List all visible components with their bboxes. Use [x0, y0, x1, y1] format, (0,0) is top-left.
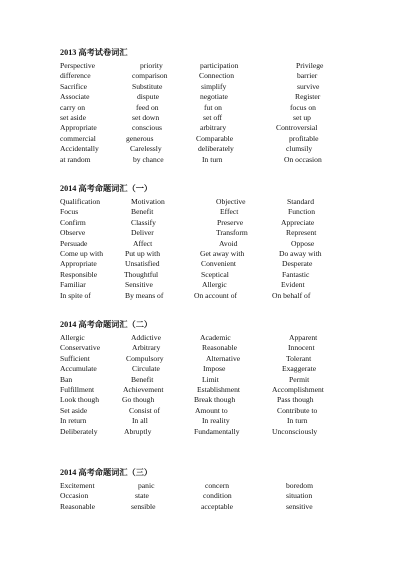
- vocab-word: arbitrary: [200, 123, 227, 133]
- vocab-row: [60, 416, 360, 426]
- vocab-row: [60, 481, 360, 491]
- vocab-word: Alternative: [206, 353, 241, 363]
- vocab-word: In return: [60, 416, 87, 426]
- vocab-word: set up: [293, 112, 311, 122]
- vocab-word: Benefit: [131, 374, 154, 384]
- vocab-word: Put up with: [125, 248, 161, 258]
- vocab-word: Qualification: [60, 197, 101, 206]
- section-title: 2014 高考命题词汇（三）: [60, 468, 153, 477]
- vocab-word: boredom: [286, 481, 313, 490]
- vocab-word: Consist of: [129, 405, 161, 415]
- vocab-row: [60, 71, 360, 81]
- vocab-row: [60, 491, 360, 501]
- vocab-row: [60, 82, 360, 92]
- vocab-row: [60, 144, 360, 154]
- vocab-word: difference: [60, 71, 91, 81]
- vocab-word: Exaggerate: [282, 364, 317, 374]
- vocab-word: Tolerant: [286, 353, 312, 363]
- vocab-word: profitable: [289, 133, 319, 143]
- vocab-word: Connection: [199, 71, 235, 81]
- vocab-row: [60, 354, 360, 364]
- vocab-row: [60, 155, 360, 165]
- vocab-word: On behalf of: [272, 290, 311, 300]
- vocab-row: [60, 239, 360, 249]
- vocab-word: Contribute to: [277, 405, 318, 415]
- vocab-word: Function: [288, 207, 316, 217]
- vocab-word: Represent: [286, 228, 317, 238]
- vocab-section-2014-2: [60, 319, 360, 437]
- vocab-row: [60, 343, 360, 353]
- vocab-word: Confirm: [60, 217, 86, 227]
- vocab-word: In all: [132, 416, 148, 426]
- vocab-row: [60, 395, 360, 405]
- vocab-word: Addictive: [131, 333, 161, 342]
- vocab-word: Permit: [289, 374, 310, 384]
- vocab-word: Allergic: [60, 333, 85, 342]
- vocab-word: Fantastic: [282, 269, 310, 279]
- vocab-word: Responsible: [60, 269, 98, 279]
- vocab-word: Substitute: [132, 81, 163, 91]
- vocab-word: at random: [60, 154, 91, 164]
- section-title: 2013 高考试卷词汇: [60, 48, 128, 57]
- vocab-row: [60, 249, 360, 259]
- vocab-word: Impose: [203, 364, 226, 374]
- vocab-word: Transform: [216, 228, 248, 238]
- vocab-word: Register: [295, 92, 321, 102]
- vocab-row: [60, 280, 360, 290]
- vocab-word: commercial: [60, 133, 96, 143]
- vocab-word: conscious: [132, 123, 162, 133]
- vocab-word: Limit: [202, 374, 219, 384]
- vocab-word: Sceptical: [201, 269, 229, 279]
- vocab-word: Ban: [60, 374, 73, 384]
- vocab-word: Familiar: [60, 280, 86, 290]
- vocab-word: Accidentally: [60, 144, 99, 154]
- vocab-word: situation: [286, 491, 313, 501]
- vocab-word: Reasonable: [202, 343, 238, 353]
- vocab-row: [60, 406, 360, 416]
- vocab-word: Set aside: [60, 405, 88, 415]
- vocab-word: survive: [297, 81, 320, 91]
- vocab-word: Oppose: [291, 238, 315, 248]
- vocab-word: dispute: [137, 92, 159, 102]
- vocab-section-2014-3: [60, 467, 360, 512]
- vocab-word: Appreciate: [281, 217, 315, 227]
- vocab-word: Affect: [133, 238, 153, 248]
- vocab-word: Come up with: [60, 248, 104, 258]
- vocab-section-2013: [60, 47, 360, 165]
- vocab-word: Fundamentally: [194, 426, 240, 436]
- vocab-word: Desperate: [282, 259, 313, 269]
- vocab-word: Do away with: [279, 248, 322, 258]
- vocab-word: Convenient: [201, 259, 237, 269]
- vocab-row: [60, 123, 360, 133]
- vocab-word: participation: [200, 61, 239, 70]
- vocab-word: On occasion: [284, 154, 322, 164]
- vocab-word: negotiate: [200, 92, 228, 102]
- vocab-word: Comparable: [196, 133, 234, 143]
- vocab-word: Reasonable: [60, 501, 96, 511]
- vocab-word: Privilege: [296, 61, 324, 70]
- vocab-word: In spite of: [60, 290, 91, 300]
- vocab-word: acceptable: [201, 501, 234, 511]
- vocab-word: Accomplishment: [272, 384, 324, 394]
- vocab-word: Innocent: [288, 343, 315, 353]
- vocab-word: sensitive: [286, 501, 313, 511]
- vocab-word: comparison: [132, 71, 168, 81]
- vocab-word: set aside: [60, 112, 86, 122]
- vocab-row: [60, 207, 360, 217]
- vocab-word: Look though: [60, 395, 100, 405]
- vocab-word: set down: [132, 112, 160, 122]
- vocab-word: In turn: [287, 416, 308, 426]
- vocab-word: feed on: [136, 102, 159, 112]
- vocab-word: Classify: [131, 217, 156, 227]
- section-title: 2014 高考命题词汇（二）: [60, 320, 153, 329]
- vocab-word: Academic: [200, 333, 231, 342]
- vocab-word: Focus: [60, 207, 79, 217]
- vocab-word: sensible: [131, 501, 156, 511]
- vocab-word: generous: [126, 133, 154, 143]
- vocab-row: [60, 61, 360, 71]
- vocab-row: [60, 385, 360, 395]
- vocab-row: [60, 502, 360, 512]
- vocab-word: Pass though: [277, 395, 314, 405]
- vocab-word: condition: [203, 491, 232, 501]
- vocab-word: Apparent: [289, 333, 318, 342]
- vocab-row: [60, 197, 360, 207]
- vocab-word: Persuade: [60, 238, 88, 248]
- vocab-word: On account of: [194, 290, 238, 300]
- vocab-word: Allergic: [202, 280, 227, 290]
- vocab-row: [60, 427, 360, 437]
- vocab-word: Associate: [60, 92, 90, 102]
- vocab-row: [60, 364, 360, 374]
- vocab-word: set off: [203, 112, 223, 122]
- vocab-word: Deliver: [131, 228, 154, 238]
- vocab-word: Motivation: [131, 197, 165, 206]
- vocab-word: Amount to: [195, 405, 228, 415]
- vocab-word: priority: [140, 61, 163, 70]
- vocab-word: Sensitive: [125, 280, 153, 290]
- vocab-word: Evident: [281, 280, 305, 290]
- vocab-word: In turn: [202, 154, 223, 164]
- vocab-word: Observe: [60, 228, 86, 238]
- vocab-word: Occasion: [60, 491, 89, 501]
- vocab-word: Sufficient: [60, 353, 90, 363]
- section-title: 2014 高考命题词汇（一）: [60, 184, 153, 193]
- vocab-word: Circulate: [132, 364, 160, 374]
- vocab-word: Abruptly: [124, 426, 152, 436]
- vocab-word: barrier: [297, 71, 318, 81]
- vocab-word: Effect: [220, 207, 239, 217]
- vocab-word: Excitement: [60, 481, 95, 490]
- vocab-word: Carelessly: [130, 144, 162, 154]
- vocab-word: panic: [138, 481, 155, 490]
- vocab-word: Appropriate: [60, 259, 97, 269]
- vocab-row: [60, 259, 360, 269]
- vocab-word: Controversial: [276, 123, 318, 133]
- vocab-word: focus on: [290, 102, 316, 112]
- vocab-row: [60, 333, 360, 343]
- vocab-word: Break though: [194, 395, 236, 405]
- vocab-word: Unconsciously: [272, 426, 318, 436]
- vocab-word: Go though: [122, 395, 155, 405]
- vocab-word: by chance: [133, 154, 164, 164]
- vocab-word: Deliberately: [60, 426, 98, 436]
- vocab-word: Avoid: [219, 238, 238, 248]
- vocab-word: Compulsory: [126, 353, 164, 363]
- vocab-word: In reality: [202, 416, 230, 426]
- vocab-word: Standard: [287, 197, 314, 206]
- vocab-word: Get away with: [200, 248, 245, 258]
- vocab-word: fut on: [204, 102, 222, 112]
- vocab-word: Accumulate: [60, 364, 97, 374]
- vocab-word: Fulfillment: [60, 384, 95, 394]
- vocab-word: Unsatisfied: [125, 259, 160, 269]
- vocab-word: deliberately: [198, 144, 234, 154]
- vocab-word: concern: [205, 481, 230, 490]
- vocab-row: [60, 103, 360, 113]
- vocab-word: By means of: [125, 290, 164, 300]
- vocab-word: Arbitrary: [132, 343, 161, 353]
- vocab-row: [60, 291, 360, 301]
- vocab-word: Achievement: [123, 384, 164, 394]
- vocab-row: [60, 92, 360, 102]
- vocab-word: Sacrifice: [60, 81, 87, 91]
- vocab-word: Objective: [216, 197, 246, 206]
- vocab-word: Thoughtful: [124, 269, 159, 279]
- vocab-word: carry on: [60, 102, 86, 112]
- vocab-word: Perspective: [60, 61, 96, 70]
- vocab-row: [60, 113, 360, 123]
- vocab-word: Conservative: [60, 343, 101, 353]
- vocab-word: Benefit: [131, 207, 154, 217]
- vocab-word: Preserve: [217, 217, 244, 227]
- vocab-word: simplify: [201, 81, 227, 91]
- vocab-word: Establishment: [197, 384, 241, 394]
- vocab-row: [60, 375, 360, 385]
- vocab-row: [60, 228, 360, 238]
- vocab-row: [60, 218, 360, 228]
- vocab-row: [60, 134, 360, 144]
- vocab-row: [60, 270, 360, 280]
- vocab-word: clumsily: [286, 144, 313, 154]
- vocab-word: Appropriate: [60, 123, 97, 133]
- vocab-word: state: [135, 491, 149, 501]
- vocab-section-2014-1: [60, 183, 360, 301]
